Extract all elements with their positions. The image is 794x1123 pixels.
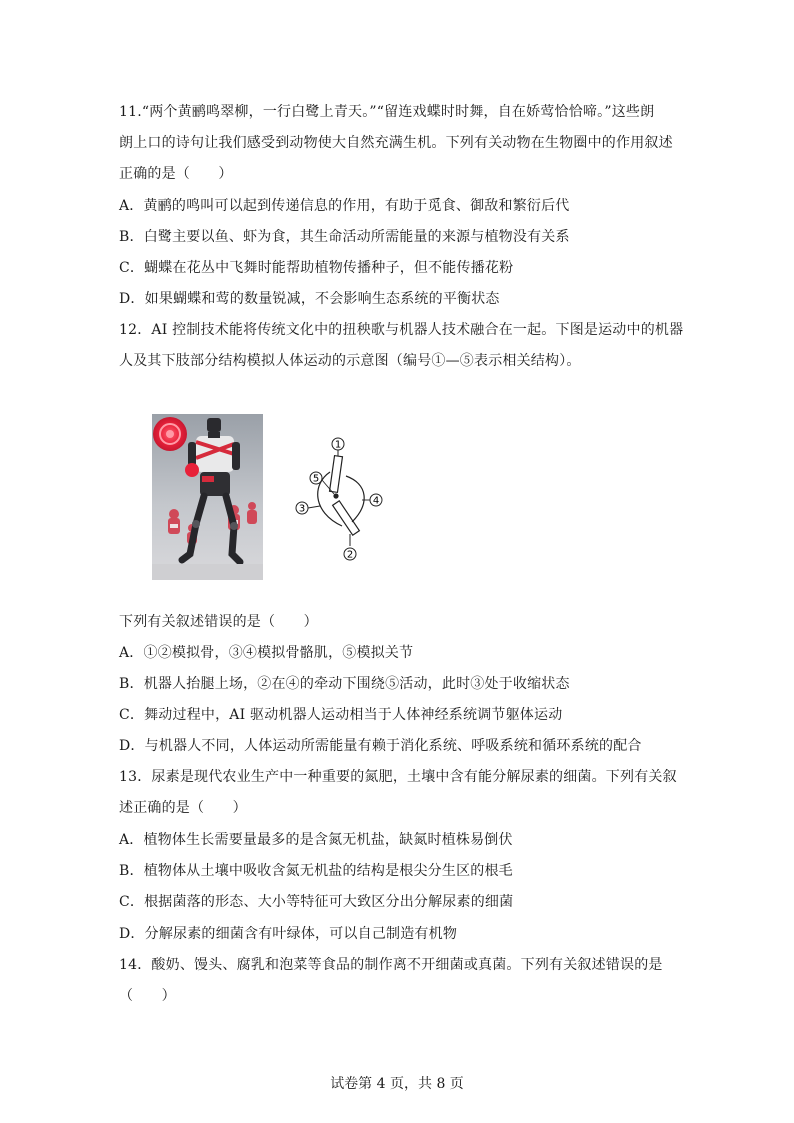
q11-option-c: C．蝴蝶在花丛中飞舞时能帮助植物传播种子，但不能传播花粉 bbox=[119, 260, 514, 276]
q11-stem-line-1: 11.“两个黄鹂鸣翠柳，一行白鹭上青天。”“留连戏蝶时时舞，自在娇莺恰恰啼。”这些朗 bbox=[119, 104, 655, 120]
q11-option-a: A．黄鹂的鸣叫可以起到传递信息的作用，有助于觅食、御敌和繁衍后代 bbox=[119, 198, 570, 214]
q12-option-d: D．与机器人不同，人体运动所需能量有赖于消化系统、呼吸系统和循环系统的配合 bbox=[119, 738, 642, 754]
page-footer: 试卷第 4 页，共 8 页 bbox=[330, 1076, 464, 1092]
robot-dance-photo bbox=[152, 414, 263, 580]
q12-stem-line-1: 12．AI 控制技术能将传统文化中的扭秧歌与机器人技术融合在一起。下图是运动中的机器 bbox=[119, 322, 684, 338]
q12-option-c: C．舞动过程中，AI 驱动机器人运动相当于人体神经系统调节躯体运动 bbox=[119, 707, 563, 723]
q11-stem-line-2: 朗上口的诗句让我们感受到动物使大自然充满生机。下列有关动物在生物圈中的作用叙述 bbox=[119, 135, 673, 151]
label-2: 2 bbox=[346, 549, 354, 561]
q12-option-a: A．①②模拟骨，③④模拟骨骼肌，⑤模拟关节 bbox=[119, 645, 414, 661]
q12-question: 下列有关叙述错误的是（ ） bbox=[119, 614, 318, 630]
q14-stem-line-1: 14．酸奶、馒头、腐乳和泡菜等食品的制作离不开细菌或真菌。下列有关叙述错误的是 bbox=[119, 957, 663, 973]
robot-dance-illustration bbox=[152, 414, 263, 580]
label-3: 3 bbox=[298, 503, 306, 515]
q12-option-b: B．机器人抬腿上场，②在④的牵动下围绕⑤活动，此时③处于收缩状态 bbox=[119, 676, 570, 692]
leg-structure-diagram bbox=[290, 432, 390, 568]
label-4: 4 bbox=[372, 495, 380, 507]
q11-option-b: B．白鹭主要以鱼、虾为食，其生命活动所需能量的来源与植物没有关系 bbox=[119, 229, 570, 245]
leg-structure-svg bbox=[290, 432, 390, 568]
q13-option-b: B．植物体从土壤中吸收含氮无机盐的结构是根尖分生区的根毛 bbox=[119, 863, 513, 879]
q11-stem-line-3: 正确的是（ ） bbox=[119, 166, 233, 182]
q13-option-a: A．植物体生长需要量最多的是含氮无机盐，缺氮时植株易倒伏 bbox=[119, 832, 513, 848]
q13-option-d: D．分解尿素的细菌含有叶绿体，可以自己制造有机物 bbox=[119, 926, 458, 942]
q13-stem-line-1: 13．尿素是现代农业生产中一种重要的氮肥，土壤中含有能分解尿素的细菌。下列有关叙 bbox=[119, 769, 677, 785]
q14-stem-line-2: （ ） bbox=[119, 988, 176, 1004]
q13-option-c: C．根据菌落的形态、大小等特征可大致区分出分解尿素的细菌 bbox=[119, 894, 514, 910]
label-1: 1 bbox=[334, 439, 342, 451]
q12-stem-line-2: 人及其下肢部分结构模拟人体运动的示意图（编号①—⑤表示相关结构）。 bbox=[119, 353, 581, 369]
q13-stem-line-2: 述正确的是（ ） bbox=[119, 800, 247, 816]
label-5: 5 bbox=[312, 473, 320, 485]
q11-option-d: D．如果蝴蝶和莺的数量锐减，不会影响生态系统的平衡状态 bbox=[119, 291, 500, 307]
